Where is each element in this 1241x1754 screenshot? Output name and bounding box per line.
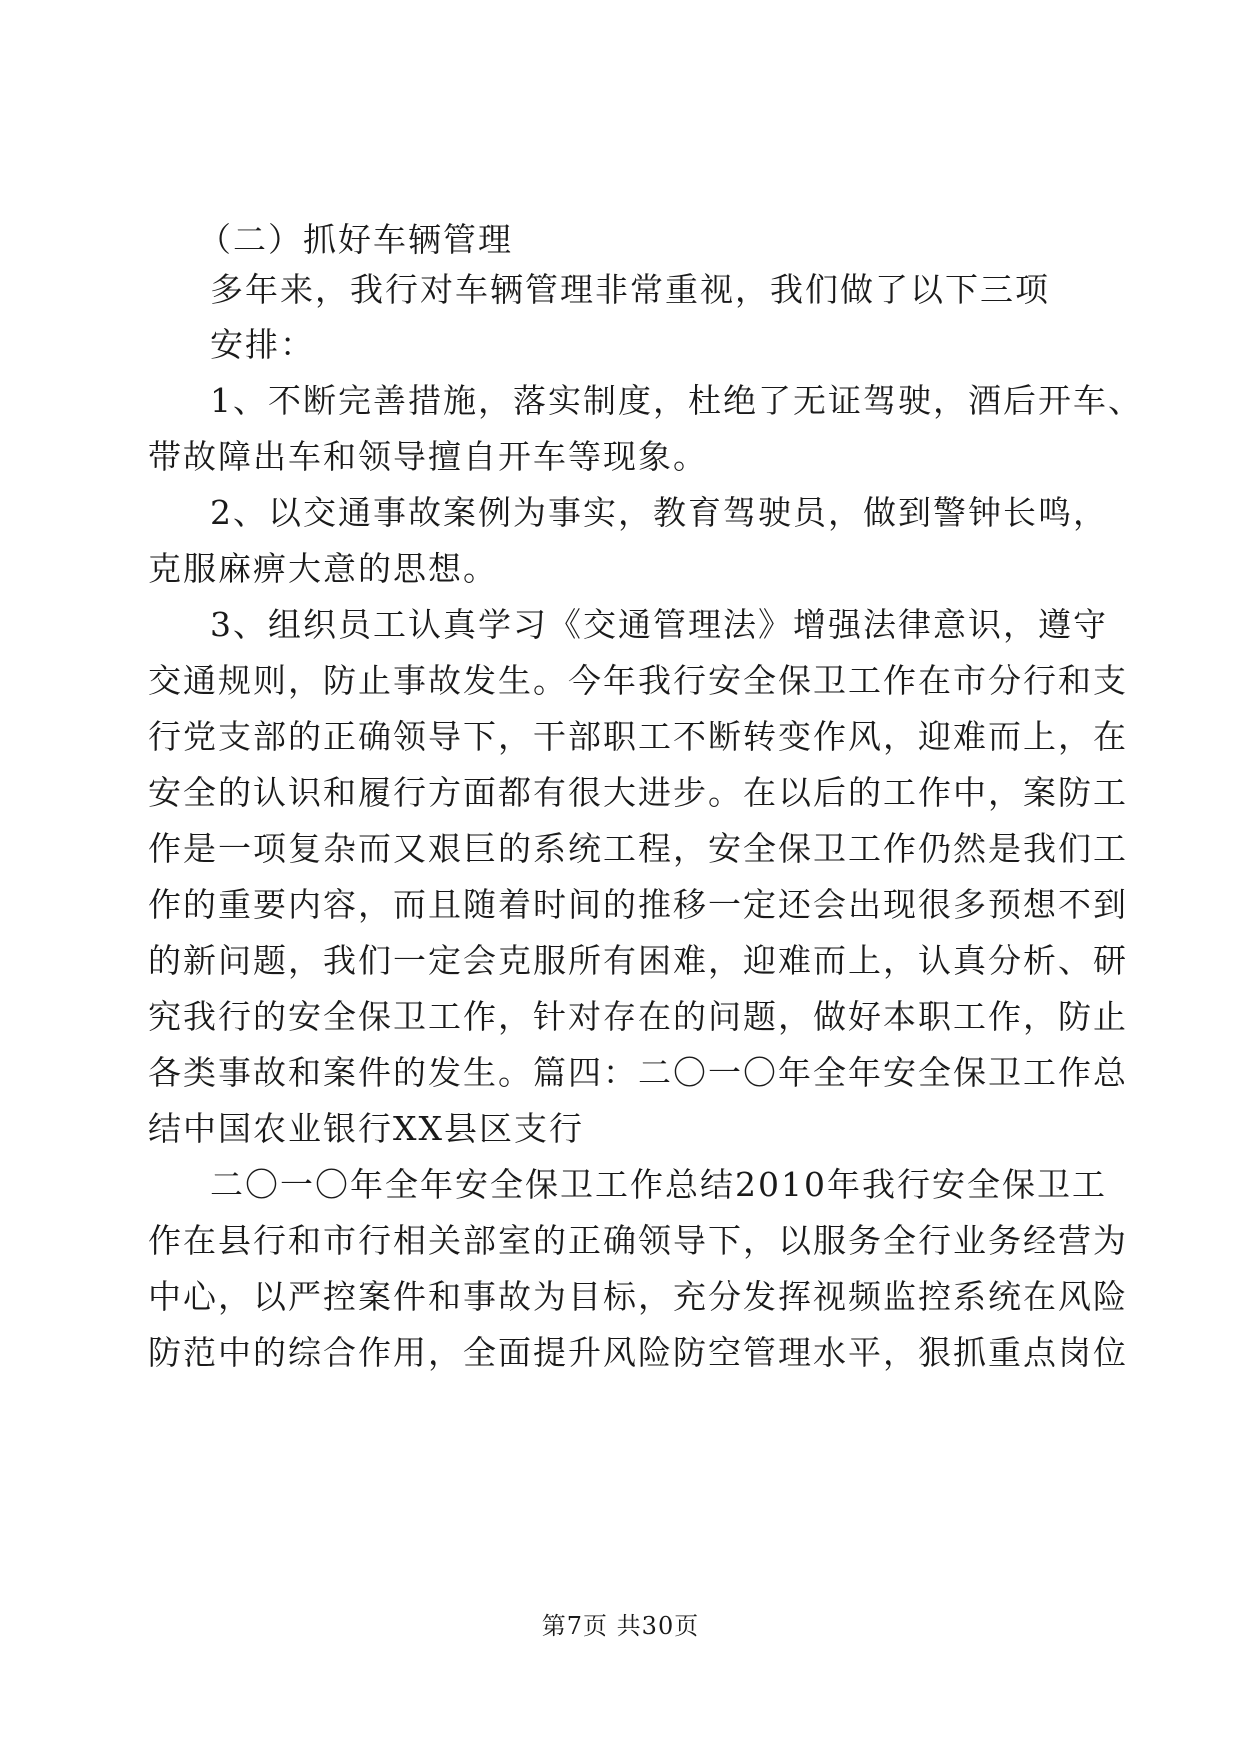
paragraph-line: 行党支部的正确领导下，干部职工不断转变作风，迎难而上，在 (148, 717, 1128, 756)
heading-vehicle-management: （二）抓好车辆管理 (198, 220, 513, 259)
paragraph-line: 防范中的综合作用，全面提升风险防空管理水平，狠抓重点岗位 (148, 1333, 1128, 1372)
list-item-2: 2、以交通事故案例为事实，教育驾驶员，做到警钟长鸣， (210, 493, 1108, 532)
paragraph-line: 中心，以严控案件和事故为目标，充分发挥视频监控系统在风险 (148, 1277, 1128, 1316)
paragraph-line: 带故障出车和领导擅自开车等现象。 (148, 437, 708, 476)
paragraph-line: 多年来，我行对车辆管理非常重视，我们做了以下三项 (210, 270, 1050, 309)
paragraph-line: 结中国农业银行XX县区支行 (148, 1109, 584, 1148)
list-item-3: 3、组织员工认真学习《交通管理法》增强法律意识，遵守 (210, 605, 1108, 644)
page-footer: 第7页 共30页 (541, 1612, 700, 1640)
paragraph-line: 作在县行和市行相关部室的正确领导下，以服务全行业务经营为 (148, 1221, 1128, 1260)
paragraph-line: 作是一项复杂而又艰巨的系统工程，安全保卫工作仍然是我们工 (148, 829, 1128, 868)
paragraph-line: 安全的认识和履行方面都有很大进步。在以后的工作中，案防工 (148, 773, 1128, 812)
paragraph-line: 克服麻痹大意的思想。 (148, 549, 498, 588)
paragraph-line: 究我行的安全保卫工作，针对存在的问题，做好本职工作，防止 (148, 997, 1128, 1036)
list-item-1: 1、不断完善措施，落实制度，杜绝了无证驾驶，酒后开车、 (210, 381, 1143, 420)
paragraph-line: 安排： (210, 325, 315, 364)
paragraph-line: 交通规则，防止事故发生。今年我行安全保卫工作在市分行和支 (148, 661, 1128, 700)
paragraph-line: 二〇一〇年全年安全保卫工作总结2010年我行安全保卫工 (210, 1165, 1107, 1204)
paragraph-line: 作的重要内容，而且随着时间的推移一定还会出现很多预想不到 (148, 885, 1128, 924)
paragraph-line: 各类事故和案件的发生。篇四：二〇一〇年全年安全保卫工作总 (148, 1053, 1128, 1092)
paragraph-line: 的新问题，我们一定会克服所有困难，迎难而上，认真分析、研 (148, 941, 1128, 980)
